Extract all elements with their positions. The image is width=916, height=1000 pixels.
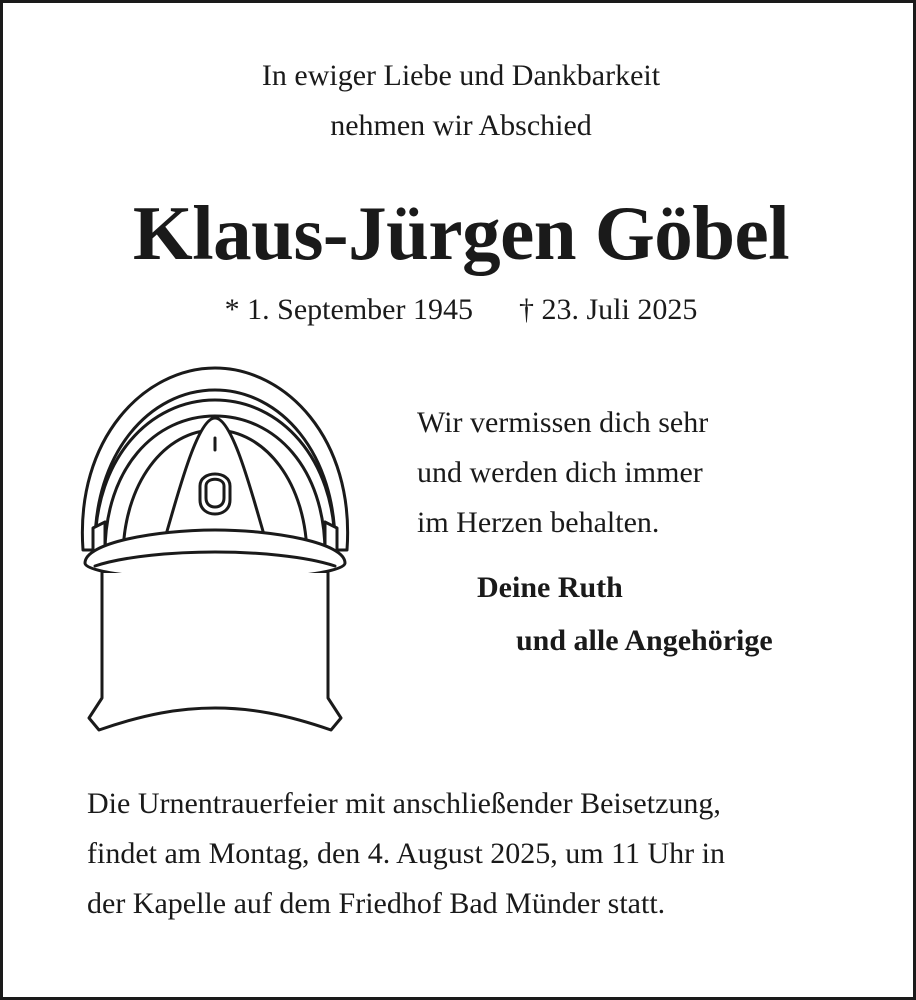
intro-text [3, 51, 916, 151]
funeral-notice [87, 779, 867, 929]
notice-line-2: findet am Montag, den 4. August 2025, um 11 Uhr in [87, 837, 725, 870]
deceased-name: Klaus-Jürgen Göbel [132, 190, 790, 276]
intro-line-2: nehmen wir Abschied [330, 109, 592, 142]
verse-line-2: und werden dich immer [417, 456, 703, 489]
death-date: † 23. Juli 2025 [518, 293, 698, 326]
life-dates [3, 288, 916, 332]
verse-line-1: Wir vermissen dich sehr [417, 406, 709, 439]
memorial-verse [417, 398, 708, 548]
verse-line-3: im Herzen behalten. [417, 506, 660, 539]
notice-line-1: Die Urnentrauerfeier mit anschließender Beisetzung, [87, 787, 721, 820]
fire-helmet-icon [65, 358, 365, 743]
signature-line-1: Deine Ruth [477, 571, 623, 604]
notice-line-3: der Kapelle auf dem Friedhof Bad Münder statt. [87, 887, 666, 920]
birth-date: * 1. September 1945 [224, 293, 473, 326]
signature-line-2: und alle Angehörige [516, 624, 773, 657]
intro-line-1: In ewiger Liebe und Dankbarkeit [261, 59, 661, 92]
